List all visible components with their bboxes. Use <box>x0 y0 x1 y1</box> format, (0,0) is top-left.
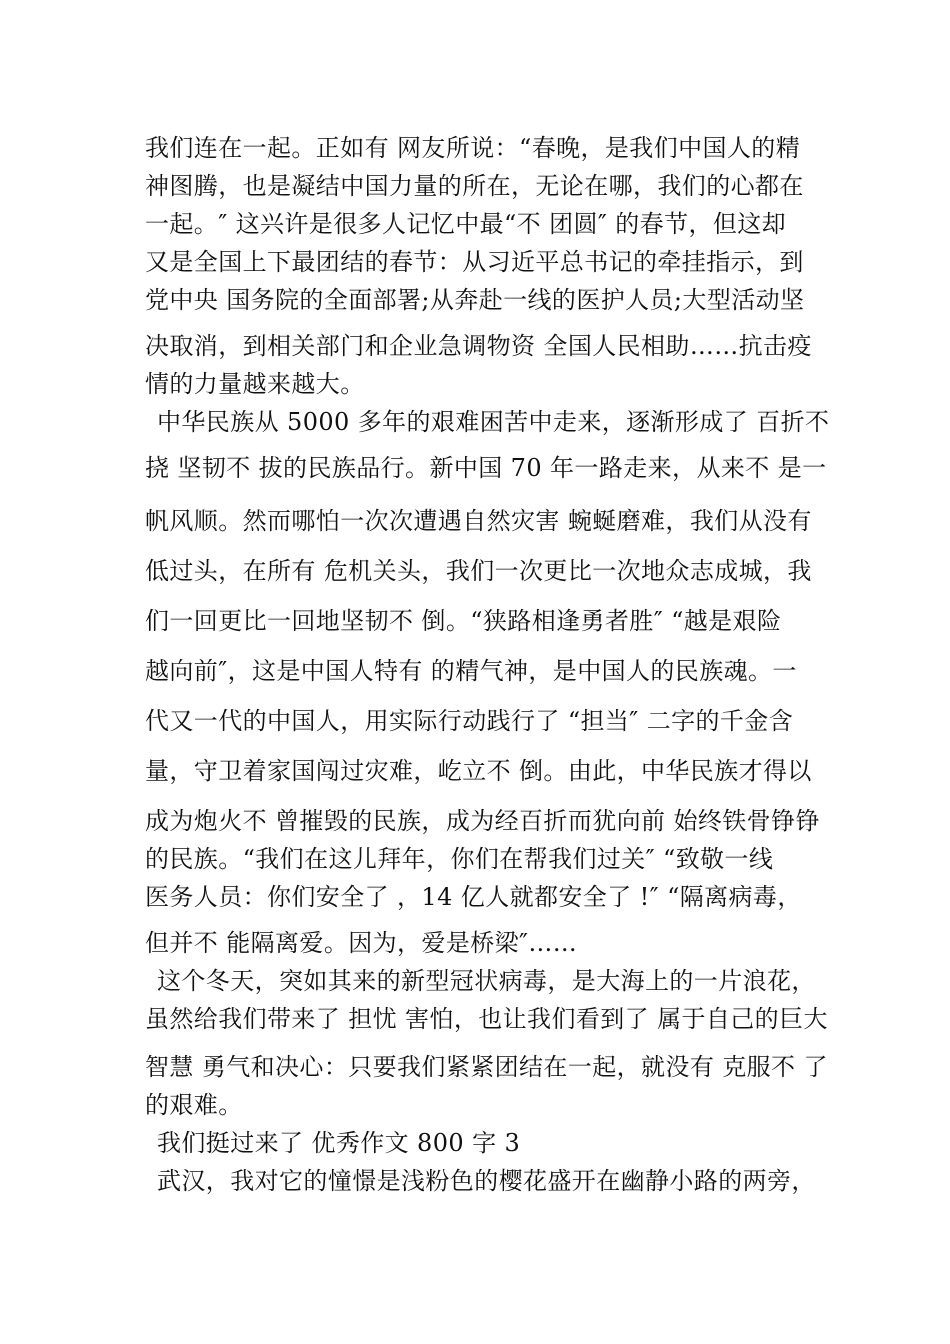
text-line: 神图腾，也是凝结中国力量的所在，无论在哪，我们的心都在 <box>145 172 804 200</box>
text-line: 代又一代的中国人，用实际行动践行了 “担当″ 二字的千金含 <box>145 707 794 735</box>
text-line: 我们连在一起。正如有 网友所说：“春晚，是我们中国人的精 <box>145 134 801 162</box>
paragraph-start-line: 武汉，我对它的憧憬是浅粉色的樱花盛开在幽静小路的两旁， <box>157 1167 816 1195</box>
text-line: 又是全国上下最团结的春节：从习近平总书记的牵挂指示，到 <box>145 248 804 276</box>
text-line: 低过头，在所有 危机关头，我们一次更比一次地众志成城，我 <box>145 557 812 585</box>
text-line: 但并不 能隔离爱。因为，爱是桥梁″…… <box>145 929 578 957</box>
text-line: 决取消，到相关部门和企业急调物资 全国人民相助……抗击疫 <box>145 332 812 360</box>
text-line: 情的力量越来越大。 <box>145 370 365 398</box>
text-line: 虽然给我们带来了 担忧 害怕，也让我们看到了 属于自己的巨大 <box>145 1005 828 1033</box>
text-line: 医务人员：你们安全了 ，14 亿人就都安全了 !″ “隔离病毒， <box>145 883 802 911</box>
text-line: 成为炮火不 曾摧毁的民族，成为经百折而犹向前 始终铁骨铮铮 <box>145 807 820 835</box>
text-line: 们一回更比一回地坚韧不 倒。“狭路相逢勇者胜″ “越是艰险 <box>145 607 782 635</box>
text-line: 的民族。“我们在这儿拜年，你们在帮我们过关″ “致敬一线 <box>145 845 774 873</box>
text-line: 帆风顺。然而哪怕一次次遭遇自然灾害 蜿蜒磨难，我们从没有 <box>145 507 812 535</box>
text-line: 智慧 勇气和决心：只要我们紧紧团结在一起，就没有 克服不 了 <box>145 1053 828 1081</box>
text-line: 的艰难。 <box>145 1091 243 1119</box>
text-line: 挠 坚韧不 拔的民族品行。新中国 70 年一路走来，从来不 是一 <box>145 454 827 482</box>
section-heading: 我们挺过来了 优秀作文 800 字 3 <box>157 1129 521 1157</box>
text-line: 越向前″，这是中国人特有 的精气神，是中国人的民族魂。一 <box>145 657 797 685</box>
paragraph-start-line: 中华民族从 5000 多年的艰难困苦中走来，逐渐形成了 百折不 <box>157 408 830 436</box>
text-line: 量，守卫着家国闯过灾难，屹立不 倒。由此，中华民族才得以 <box>145 757 812 785</box>
text-line: 党中央 国务院的全面部署;从奔赴一线的医护人员;大型活动坚 <box>145 286 805 314</box>
text-line: 一起。″ 这兴许是很多人记忆中最“不 团圆″ 的春节，但这却 <box>145 210 787 238</box>
paragraph-start-line: 这个冬天，突如其来的新型冠状病毒，是大海上的一片浪花， <box>157 967 816 995</box>
